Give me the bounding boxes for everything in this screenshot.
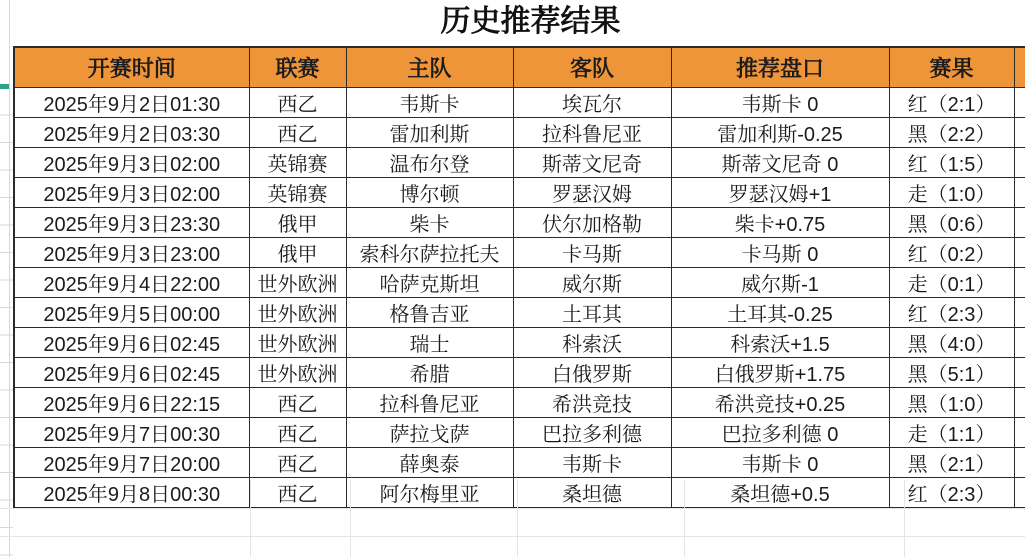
cell-league[interactable]: 西乙 xyxy=(249,87,346,117)
cell-handicap[interactable]: 白俄罗斯+1.75 xyxy=(671,357,889,387)
cell-away-team[interactable]: 埃瓦尔 xyxy=(513,87,671,117)
cell-sliver xyxy=(1014,387,1025,417)
cell-home-team[interactable]: 萨拉戈萨 xyxy=(346,417,513,447)
cell-sliver xyxy=(1014,177,1025,207)
cell-sliver xyxy=(1014,267,1025,297)
cell-home-team[interactable]: 格鲁吉亚 xyxy=(346,297,513,327)
cell-league[interactable]: 西乙 xyxy=(249,477,346,508)
cell-league[interactable]: 西乙 xyxy=(249,387,346,417)
cell-result[interactable]: 红（1:5） xyxy=(889,147,1014,177)
freeze-pane-indicator xyxy=(0,84,9,89)
sheet-gridline-horizontal xyxy=(0,536,1025,537)
sheet-gridline-vertical xyxy=(684,480,685,557)
cell-sliver xyxy=(1014,117,1025,147)
cell-away-team[interactable]: 威尔斯 xyxy=(513,267,671,297)
cell-start-time[interactable]: 2025年9月2日03:30 xyxy=(14,117,249,147)
cell-handicap[interactable]: 希洪竞技+0.25 xyxy=(671,387,889,417)
sheet-gridline-vertical xyxy=(250,480,251,557)
results-table xyxy=(13,46,1025,509)
cell-home-team[interactable]: 薛奥泰 xyxy=(346,447,513,477)
cell-handicap[interactable]: 斯蒂文尼奇 0 xyxy=(671,147,889,177)
cell-sliver xyxy=(1014,357,1025,387)
cell-away-team[interactable]: 希洪竞技 xyxy=(513,387,671,417)
cell-league[interactable]: 世外欧洲 xyxy=(249,357,346,387)
cell-result[interactable]: 黑（1:0） xyxy=(889,387,1014,417)
cell-away-team[interactable]: 科索沃 xyxy=(513,327,671,357)
cell-handicap[interactable]: 土耳其-0.25 xyxy=(671,297,889,327)
table-row xyxy=(14,117,1025,147)
cell-start-time[interactable]: 2025年9月3日23:00 xyxy=(14,237,249,267)
table-row xyxy=(14,357,1025,387)
cell-home-team[interactable]: 韦斯卡 xyxy=(346,87,513,117)
sheet-gridline-vertical xyxy=(350,480,351,557)
cell-start-time[interactable]: 2025年9月3日23:30 xyxy=(14,207,249,237)
table-row xyxy=(14,387,1025,417)
cell-start-time[interactable]: 2025年9月4日22:00 xyxy=(14,267,249,297)
header-cell-result[interactable]: 赛果 xyxy=(889,47,1014,87)
cell-away-team[interactable]: 土耳其 xyxy=(513,297,671,327)
cell-league[interactable]: 英锦赛 xyxy=(249,177,346,207)
cell-result[interactable]: 走（0:1） xyxy=(889,267,1014,297)
cell-league[interactable]: 俄甲 xyxy=(249,207,346,237)
table-row xyxy=(14,87,1025,117)
cell-home-team[interactable]: 阿尔梅里亚 xyxy=(346,477,513,508)
cell-home-team[interactable]: 博尔顿 xyxy=(346,177,513,207)
cell-sliver xyxy=(1014,327,1025,357)
cell-away-team[interactable]: 拉科鲁尼亚 xyxy=(513,117,671,147)
table-row xyxy=(14,207,1025,237)
header-cell-start-time[interactable]: 开赛时间 xyxy=(14,47,249,87)
sheet-gridline-vertical xyxy=(517,480,518,557)
cell-handicap[interactable]: 韦斯卡 0 xyxy=(671,87,889,117)
cell-home-team[interactable]: 希腊 xyxy=(346,357,513,387)
cell-handicap[interactable]: 科索沃+1.5 xyxy=(671,327,889,357)
cell-league[interactable]: 西乙 xyxy=(249,417,346,447)
cell-sliver xyxy=(1014,237,1025,267)
header-cell-home-team[interactable]: 主队 xyxy=(346,47,513,87)
cell-start-time[interactable]: 2025年9月8日00:30 xyxy=(14,477,249,508)
table-row xyxy=(14,237,1025,267)
cell-away-team[interactable]: 罗瑟汉姆 xyxy=(513,177,671,207)
cell-result[interactable]: 走（1:0） xyxy=(889,177,1014,207)
cell-home-team[interactable]: 拉科鲁尼亚 xyxy=(346,387,513,417)
cell-sliver xyxy=(1014,87,1025,117)
cell-sliver xyxy=(1014,477,1025,508)
table-row xyxy=(14,447,1025,477)
cell-league[interactable]: 世外欧洲 xyxy=(249,267,346,297)
cell-home-team[interactable]: 温布尔登 xyxy=(346,147,513,177)
cell-result[interactable]: 黑（0:6） xyxy=(889,207,1014,237)
table-row xyxy=(14,177,1025,207)
cell-handicap[interactable]: 巴拉多利德 0 xyxy=(671,417,889,447)
cell-sliver xyxy=(1014,447,1025,477)
cell-result[interactable]: 走（1:1） xyxy=(889,417,1014,447)
cell-handicap[interactable]: 威尔斯-1 xyxy=(671,267,889,297)
cell-away-team[interactable]: 斯蒂文尼奇 xyxy=(513,147,671,177)
cell-result[interactable]: 黑（2:1） xyxy=(889,447,1014,477)
cell-sliver xyxy=(1014,297,1025,327)
header-row xyxy=(14,47,1025,87)
cell-handicap[interactable]: 韦斯卡 0 xyxy=(671,447,889,477)
cell-league[interactable]: 英锦赛 xyxy=(249,147,346,177)
cell-away-team[interactable]: 伏尔加格勒 xyxy=(513,207,671,237)
cell-start-time[interactable]: 2025年9月7日20:00 xyxy=(14,447,249,477)
table-row xyxy=(14,267,1025,297)
cell-start-time[interactable]: 2025年9月2日01:30 xyxy=(14,87,249,117)
cell-handicap[interactable]: 雷加利斯-0.25 xyxy=(671,117,889,147)
cell-start-time[interactable]: 2025年9月7日00:30 xyxy=(14,417,249,447)
header-cell-handicap[interactable]: 推荐盘口 xyxy=(671,47,889,87)
cell-away-team[interactable]: 卡马斯 xyxy=(513,237,671,267)
cell-sliver xyxy=(1014,147,1025,177)
table-row xyxy=(14,147,1025,177)
cell-league[interactable]: 西乙 xyxy=(249,447,346,477)
cell-sliver xyxy=(1014,417,1025,447)
cell-league[interactable]: 西乙 xyxy=(249,117,346,147)
table-row xyxy=(14,297,1025,327)
cell-result[interactable]: 黑（4:0） xyxy=(889,327,1014,357)
cell-result[interactable]: 黑（5:1） xyxy=(889,357,1014,387)
header-cell-sliver xyxy=(1014,47,1025,87)
sheet-gridline-vertical xyxy=(904,480,905,557)
table-row xyxy=(14,417,1025,447)
cell-home-team[interactable]: 哈萨克斯坦 xyxy=(346,267,513,297)
cell-start-time[interactable]: 2025年9月5日00:00 xyxy=(14,297,249,327)
cell-start-time[interactable]: 2025年9月6日22:15 xyxy=(14,387,249,417)
cell-start-time[interactable]: 2025年9月3日02:00 xyxy=(14,177,249,207)
results-table-body xyxy=(14,87,1025,508)
table-row xyxy=(14,477,1025,508)
results-table-header xyxy=(14,47,1025,87)
cell-start-time[interactable]: 2025年9月3日02:00 xyxy=(14,147,249,177)
cell-result[interactable]: 黑（2:2） xyxy=(889,117,1014,147)
cell-start-time[interactable]: 2025年9月6日02:45 xyxy=(14,327,249,357)
cell-away-team[interactable]: 韦斯卡 xyxy=(513,447,671,477)
cell-league[interactable]: 世外欧洲 xyxy=(249,297,346,327)
cell-result[interactable]: 红（2:3） xyxy=(889,297,1014,327)
cell-result[interactable]: 红（2:3） xyxy=(889,477,1014,508)
cell-start-time[interactable]: 2025年9月6日02:45 xyxy=(14,357,249,387)
cell-home-team[interactable]: 雷加利斯 xyxy=(346,117,513,147)
sheet-gridline-horizontal xyxy=(0,508,1025,509)
cell-handicap[interactable]: 桑坦德+0.5 xyxy=(671,477,889,508)
cell-away-team[interactable]: 桑坦德 xyxy=(513,477,671,508)
sheet-margin-gridlines xyxy=(0,88,13,557)
cell-home-team[interactable]: 柴卡 xyxy=(346,207,513,237)
cell-home-team[interactable]: 索科尔萨拉托夫 xyxy=(346,237,513,267)
cell-league[interactable]: 世外欧洲 xyxy=(249,327,346,357)
cell-away-team[interactable]: 巴拉多利德 xyxy=(513,417,671,447)
cell-away-team[interactable]: 白俄罗斯 xyxy=(513,357,671,387)
cell-home-team[interactable]: 瑞士 xyxy=(346,327,513,357)
cell-handicap[interactable]: 罗瑟汉姆+1 xyxy=(671,177,889,207)
cell-sliver xyxy=(1014,207,1025,237)
cell-result[interactable]: 红（2:1） xyxy=(889,87,1014,117)
cell-result[interactable]: 红（0:2） xyxy=(889,237,1014,267)
cell-league[interactable]: 俄甲 xyxy=(249,237,346,267)
header-cell-league[interactable]: 联赛 xyxy=(249,47,346,87)
cell-handicap[interactable]: 柴卡+0.75 xyxy=(671,207,889,237)
page-title: 历史推荐结果 xyxy=(440,5,621,38)
table-row xyxy=(14,327,1025,357)
header-cell-away-team[interactable]: 客队 xyxy=(513,47,671,87)
cell-handicap[interactable]: 卡马斯 0 xyxy=(671,237,889,267)
